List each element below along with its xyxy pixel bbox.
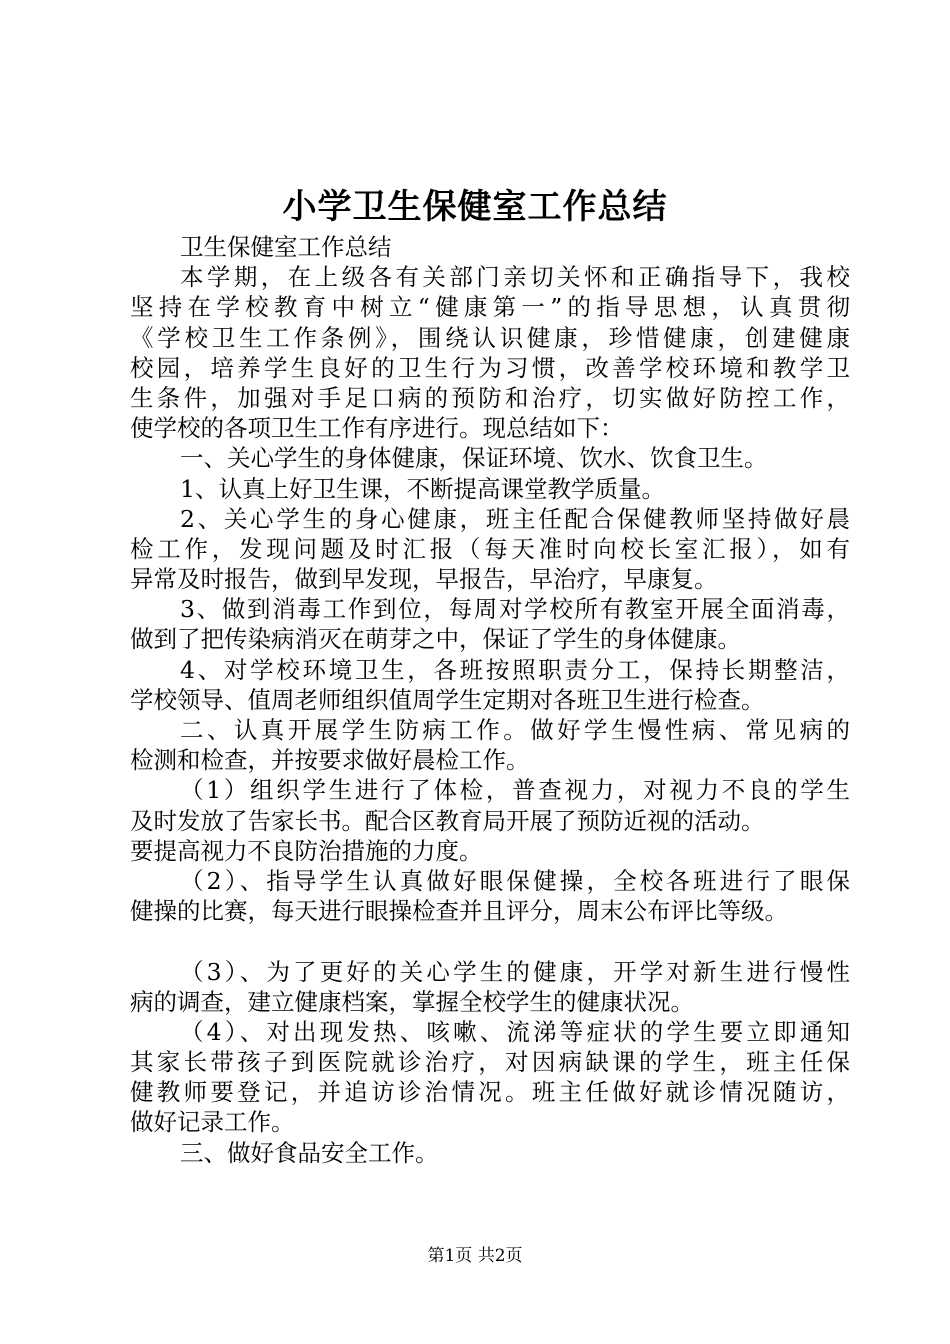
text-line: 使学校的各项卫生工作有序进行。现总结如下：	[130, 414, 624, 443]
text-line: 1、认真上好卫生课，不断提高课堂教学质量。	[180, 474, 665, 503]
text-line: （2）、指导学生认真做好眼保健操，全校各班进行了眼保	[180, 866, 850, 895]
text-line: 3、做到消毒工作到位，每周对学校所有教室开展全面消毒，	[180, 595, 850, 624]
text-line: 检工作，发现问题及时汇报（每天准时向校长室汇报），如有	[130, 534, 850, 563]
text-line: 《学校卫生工作条例》，围绕认识健康，珍惜健康，创建健康	[130, 323, 850, 352]
text-line: 生条件，加强对手足口病的预防和治疗，切实做好防控工作，	[130, 383, 850, 412]
text-line: 4、对学校环境卫生，各班按照职责分工，保持长期整洁，	[180, 655, 850, 684]
text-line: 病的调查，建立健康档案，掌握全校学生的健康状况。	[130, 987, 694, 1016]
page-footer: 第1页 共2页	[427, 1246, 523, 1266]
text-line: 其家长带孩子到医院就诊治疗，对因病缺课的学生，班主任保	[130, 1048, 850, 1077]
text-line: 卫生保健室工作总结	[180, 233, 392, 261]
text-line: 本学期，在上级各有关部门亲切关怀和正确指导下，我校	[180, 263, 850, 292]
text-line: 做好记录工作。	[130, 1108, 295, 1137]
blank-line	[130, 926, 850, 956]
text-line: 健操的比赛，每天进行眼操检查并且评分，周末公布评比等级。	[130, 897, 788, 926]
text-line: 三、做好食品安全工作。	[180, 1138, 439, 1167]
text-line: 及时发放了告家长书。配合区教育局开展了预防近视的活动。	[130, 806, 765, 835]
text-line: （1）组织学生进行了体检，普查视力，对视力不良的学生	[180, 776, 850, 805]
text-line: 校园，培养学生良好的卫生行为习惯，改善学校环境和教学卫	[130, 353, 850, 382]
text-line: 要提高视力不良防治措施的力度。	[130, 836, 483, 865]
text-line: 学校领导、值周老师组织值周学生定期对各班卫生进行检查。	[130, 685, 765, 714]
text-line: 异常及时报告，做到早发现，早报告，早治疗，早康复。	[130, 565, 718, 594]
document-body	[130, 232, 850, 1168]
text-line: 二、认真开展学生防病工作。做好学生慢性病、常见病的	[180, 716, 850, 744]
document-title: 小学卫生保健室工作总结	[282, 187, 668, 227]
text-line: 检测和检查，并按要求做好晨检工作。	[130, 746, 530, 775]
text-line: （4）、对出现发热、咳嗽、流涕等症状的学生要立即通知	[180, 1017, 850, 1046]
text-line: 2、关心学生的身心健康，班主任配合保健教师坚持做好晨	[180, 504, 850, 533]
text-line: 一、关心学生的身体健康，保证环境、饮水、饮食卫生。	[180, 444, 768, 473]
text-line: 健教师要登记，并追访诊治情况。班主任做好就诊情况随访，	[130, 1078, 850, 1107]
text-line: 做到了把传染病消灭在萌芽之中，保证了学生的身体健康。	[130, 625, 741, 654]
text-line: （3）、为了更好的关心学生的健康，开学对新生进行慢性	[180, 957, 850, 986]
text-line: 坚持在学校教育中树立“健康第一”的指导思想，认真贯彻	[130, 293, 850, 322]
